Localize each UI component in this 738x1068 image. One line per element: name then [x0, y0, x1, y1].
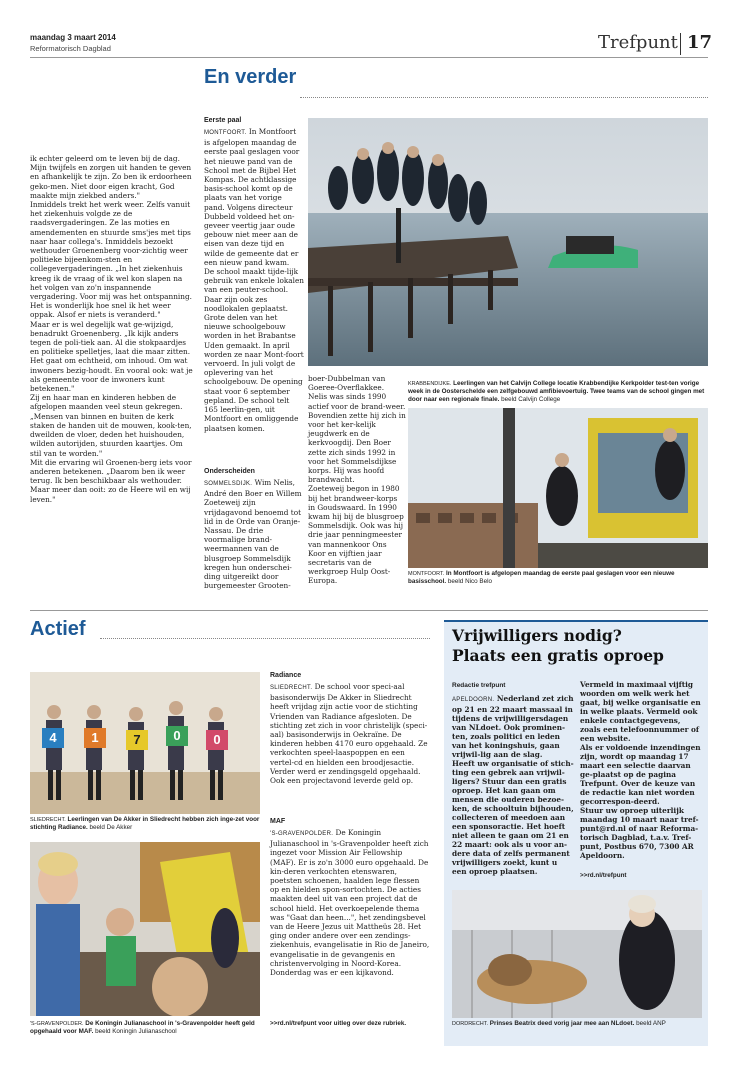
- caption-krabbendijke-credit: beeld Calvijn College: [501, 396, 561, 403]
- caption-sliedrecht-place: SLIEDRECHT.: [30, 817, 66, 823]
- photo-gravenpolder-children-maf: [30, 842, 260, 1016]
- photo-krabbendijke-amphibious-vehicle: [308, 118, 708, 366]
- caption-sliedrecht-text: Leerlingen van De Akker in Sliedrecht hebben zich inge-zet voor stichting Radiance.: [30, 816, 260, 831]
- page-number: 17: [687, 32, 713, 53]
- vrijwilligers-body-left: Nederland zet zich op 21 en 22 maart massaal in tijdens de vrijwilligersdagen van NLdoet. Ook prominen-ten, zoals politici en leden van het koningshuis, gaan vrijwil-lig aan de slag. Heeft uw organisatie of stich-ting een gebrek aan vrijwil-ligers? Stuur dan een gratis oproep. Het kan gaan om mensen die ouderen bezoe-ken, de schooltuin bijhouden, collecteren of meedoen aan een sponsoractie. Het hoeft niet alleen te gaan om 21 en 22 maart: ook als u voor an-dere data of zelfs permanent vrijwilligers zoekt, kunt u een oproep plaatsen.: [452, 694, 574, 876]
- actief-title: Actief: [30, 618, 86, 640]
- caption-krabbendijke: [408, 380, 708, 404]
- vrijwilligers-byline: Redactie trefpunt: [452, 682, 506, 689]
- placard-2: 1: [84, 728, 106, 748]
- placard-3: 7: [126, 730, 148, 750]
- photo-montfoort-pile-driver: [408, 408, 708, 568]
- vrijwilligers-text-left: [452, 694, 574, 876]
- header-rule: [30, 57, 708, 58]
- section-name: Trefpunt: [598, 32, 678, 53]
- radiance-heading: Radiance: [270, 672, 302, 679]
- caption-montfoort-place: MONTFOORT.: [408, 571, 445, 577]
- en-verder-title: En verder: [204, 66, 297, 88]
- caption-dordrecht-credit: beeld ANP: [636, 1020, 666, 1027]
- onderscheiden-heading: Onderscheiden: [204, 468, 255, 475]
- onderscheiden-dateline: SOMMELSDIJK.: [204, 481, 253, 487]
- vrijwilligers-link[interactable]: >>rd.nl/trefpunt: [580, 872, 627, 879]
- caption-gravenpolder-place: 'S-GRAVENPOLDER.: [30, 1021, 84, 1027]
- radiance-body: De school voor speci-aal basisonderwijs De Akker in Sliedrecht heeft vrijdag zijn actie voor de stichting Vrienden van Radiance afgesloten. De stichting zet zich in voor christelijk (speci-aal) basisonderwijs in Oekraïne. De kinderen hebben 4170 euro opgehaald. Ze verkochten speel-laaspoppen en een vertel-cd en hielden een broodjesactie. Verder werd er zendingsgeld opgehaald. Ook een projectavond leverde geld op.: [270, 682, 428, 786]
- photo-dordrecht-beatrix: [452, 890, 702, 1018]
- radiance-dateline: SLIEDRECHT.: [270, 685, 313, 691]
- caption-dordrecht: [452, 1020, 704, 1028]
- caption-krabbendijke-text: Leerlingen van het Calvijn College locatie Krabbendijke Kerkpolder test-ten vorige week in de Oosterschelde een zelfgebouwd amfibievoertuig. Twee teams van de school gingen met door naar een regionale finale.: [408, 380, 705, 403]
- vrijwilligers-title-line1: Vrijwilligers nodig?: [452, 626, 622, 645]
- maf-text: [270, 828, 430, 977]
- placard-4: 0: [166, 726, 188, 746]
- maf-dateline: 'S-GRAVENPOLDER.: [270, 831, 334, 837]
- maf-heading: MAF: [270, 818, 286, 825]
- placard-5: 0: [206, 730, 228, 750]
- groenenberg-article-text: ik echter geleerd om te leven bij de dag. Mijn twijfels en zorgen uit handen te geven en afhankelijk te zijn. Zo ben ik erdoorheen geko-men. Niet door eigen kracht, God maakte mijn ziekbed anders." Inmiddels trekt het werk weer. Zelfs vanuit het ziekenhuis volgde ze de raadsvergaderingen. Ze las moties en amendementen en stuurde sms'jes met tips naar haar collega's. Inmiddels bezoekt wethouder Groenenberg voor-zichtig weer politieke bijeenkom-sten en collegevergaderingen. „In het ziekenhuis kreeg ik de vraag of ik wel kon slapen na het volgen van zo'n inspannende vergadering. Voor mij was het ontspanning. Het is wonderlijk hoe snel ik het weer oppak. Alsof er niets is veranderd." Maar er is wel degelijk wat ge-wijzigd, benadrukt Groenenberg. „Ik kijk anders tegen de poli-tiek aan. Al die stokpaardjes en politieke spelletjes, laat die maar zitten. Het gaat om echtheid, om inhoud. Om wat inwoners bezig-houdt. En vooral ook: wat je als gemeente voor de inwoners kunt betekenen." Zij en haar man en kinderen hebben de afgelopen maanden veel steun gekregen. „Mensen van binnen en buiten de kerk staken de handen uit de mouwen, kook-ten, dweilden de vloer, deden het huishouden, wilden autorijden, stuurden kaartjes. Om stil van te worden." Mit die ervaring wil Groenen-berg iets voor anderen betekenen. „Daarom ben ik weer terug. Ik ben beschikbaar als wethouder. Maar meer dan ooit: zo de Heere wil en wij leven.": [30, 154, 193, 504]
- newspaper-name: Reformatorisch Dagblad: [30, 44, 111, 53]
- radiance-text: [270, 682, 430, 785]
- header-divider: [680, 33, 681, 55]
- issue-date: maandag 3 maart 2014: [30, 33, 116, 42]
- caption-krabbendijke-place: KRABBENDIJKE.: [408, 381, 452, 387]
- vrijwilligers-title-line2: Plaats een gratis oproep: [452, 646, 664, 665]
- caption-sliedrecht: [30, 816, 262, 832]
- caption-montfoort-text: In Montfoort is afgelopen maandag de eerste paal geslagen voor een nieuwe basisschool.: [408, 570, 675, 585]
- caption-gravenpolder-credit: beeld Koningin Julianaschool: [95, 1028, 177, 1035]
- caption-gravenpolder-text: De Koningin Julianaschool in 's-Gravenpolder heeft geld opgehaald voor MAF.: [30, 1020, 255, 1035]
- eerste-paal-heading: Eerste paal: [204, 117, 242, 124]
- trefpunt-rubriek-link[interactable]: >>rd.nl/trefpunt voor uitleg over deze rubriek.: [270, 1020, 407, 1027]
- caption-dordrecht-text: Prinses Beatrix deed vorig jaar mee aan NLdoet.: [488, 1020, 635, 1027]
- onderscheiden-text: [204, 478, 304, 590]
- eerste-paal-body: In Montfoort is afgelopen maandag de eerste paal geslagen voor het nieuwe pand van de School met de Bijbel Het Kompas. De achtklassige basis-school komt op de plaats van het vorige pand. Volgens directeur Dubbeld voldeed het on-geveer veertig jaar oude gebouw niet meer aan de eisen van deze tijd en wilde de gemeente dat er een nieuw pand kwam. De school maakt tijde-lijk gebruik van enkele lokalen van een peuter-school. Daar zijn ook zes noodlokalen geplaatst. Grote delen van het nieuwe schoolgebouw worden in het Brabantse Uden gemaakt. In april worden ze naar Mont-foort vervoerd. In juli volgt de oplevering van het schoolgebouw. De opening staat voor 6 september gepland. De school telt 165 leerlin-gen, uit Montfoort en omliggende plaatsen komen.: [204, 127, 304, 433]
- section-divider: [30, 610, 708, 611]
- caption-sliedrecht-credit: beeld De Akker: [89, 824, 133, 831]
- caption-gravenpolder: [30, 1020, 262, 1036]
- caption-dordrecht-place: DORDRECHT.: [452, 1021, 489, 1027]
- placard-1: 4: [42, 728, 64, 748]
- eerste-paal-dateline: MONTFOORT.: [204, 130, 247, 136]
- vrijwilligers-dateline: APELDOORN.: [452, 697, 495, 703]
- caption-montfoort-credit: beeld Nico Belo: [447, 578, 493, 585]
- onderscheiden-text-continued: boer-Dubbelman van Goeree-Overflakkee. Nelis was sinds 1990 actief voor de brand-weer. Bovendien zette hij zich in voor het ker-kelijk jeugdwerk en de kerkvoogdij. Den Boer zette zich sinds 1992 in voor het Sommelsdijkse korps. Hij was hoofd brandwacht. Zoeteweij begon in 1980 bij het brandweer-korps in Goudswaard. In 1990 kwam hij bij de blusgroep Sommelsdijk. Ook was hij drie jaar penningmeester van mannenkoor Ons Koor en vijftien jaar secretaris van de werkgroep Hulp Oost-Europa.: [308, 374, 406, 586]
- onderscheiden-body: Wim Nelis, André den Boer en Willem Zoeteweij zijn vrijdagavond benoemd tot lid in de Orde van Oranje-Nassau. De drie voormalige brand-weermannen van de blusgroep Sommelsdijk kregen hun onderschei-ding uitgereikt door burgemeester Grooten-: [204, 478, 302, 591]
- vrijwilligers-text-right: Vermeld in maximaal vijftig woorden om welk werk het gaat, bij welke organisatie en in welke plaats. Vermeld ook enkele contactgegevens, zoals een telefoonnummer of een website. Als er voldoende inzendingen zijn, wordt op maandag 17 maart een selectie daarvan ge-plaatst op de pagina Trefpunt. Over de keuze van de redactie kan niet worden gecorrespon-deerd. Stuur uw oproep uiterlijk maandag 10 maart naar tref-punt@rd.nl of naar Reforma-torisch Dagblad, t.a.v. Tref-punt, Postbus 670, 7300 AR Apeldoorn.: [580, 680, 701, 860]
- actief-rule: [100, 638, 430, 639]
- maf-body: De Koningin Julianaschool in 's-Gravenpolder heeft zich ingezet voor Mission Air Fellowship (MAF). Er is zo'n 3000 euro opgehaald. De kin-deren verkochten etenswaren, poetsten schoenen, haalden lege flessen op en hielden spon-sortochten. De acties maakten deel uit van een project dat de school hield. Het overkoepelende thema was "Gaat dan heen...", het zendingsbevel van de Heere Jezus uit Mattheüs 28. Het ging onder andere over een zendings-ziekenhuis, evangelisatie in Rio de Janeiro, evangelisatie in de gevangenis en christenvervolging in Noord-Korea. Donderdag was er een kijkavond.: [270, 828, 430, 978]
- en-verder-rule: [300, 97, 708, 98]
- eerste-paal-text: [204, 127, 304, 433]
- caption-montfoort: [408, 570, 708, 586]
- photo-sliedrecht-children-placards: [30, 672, 260, 814]
